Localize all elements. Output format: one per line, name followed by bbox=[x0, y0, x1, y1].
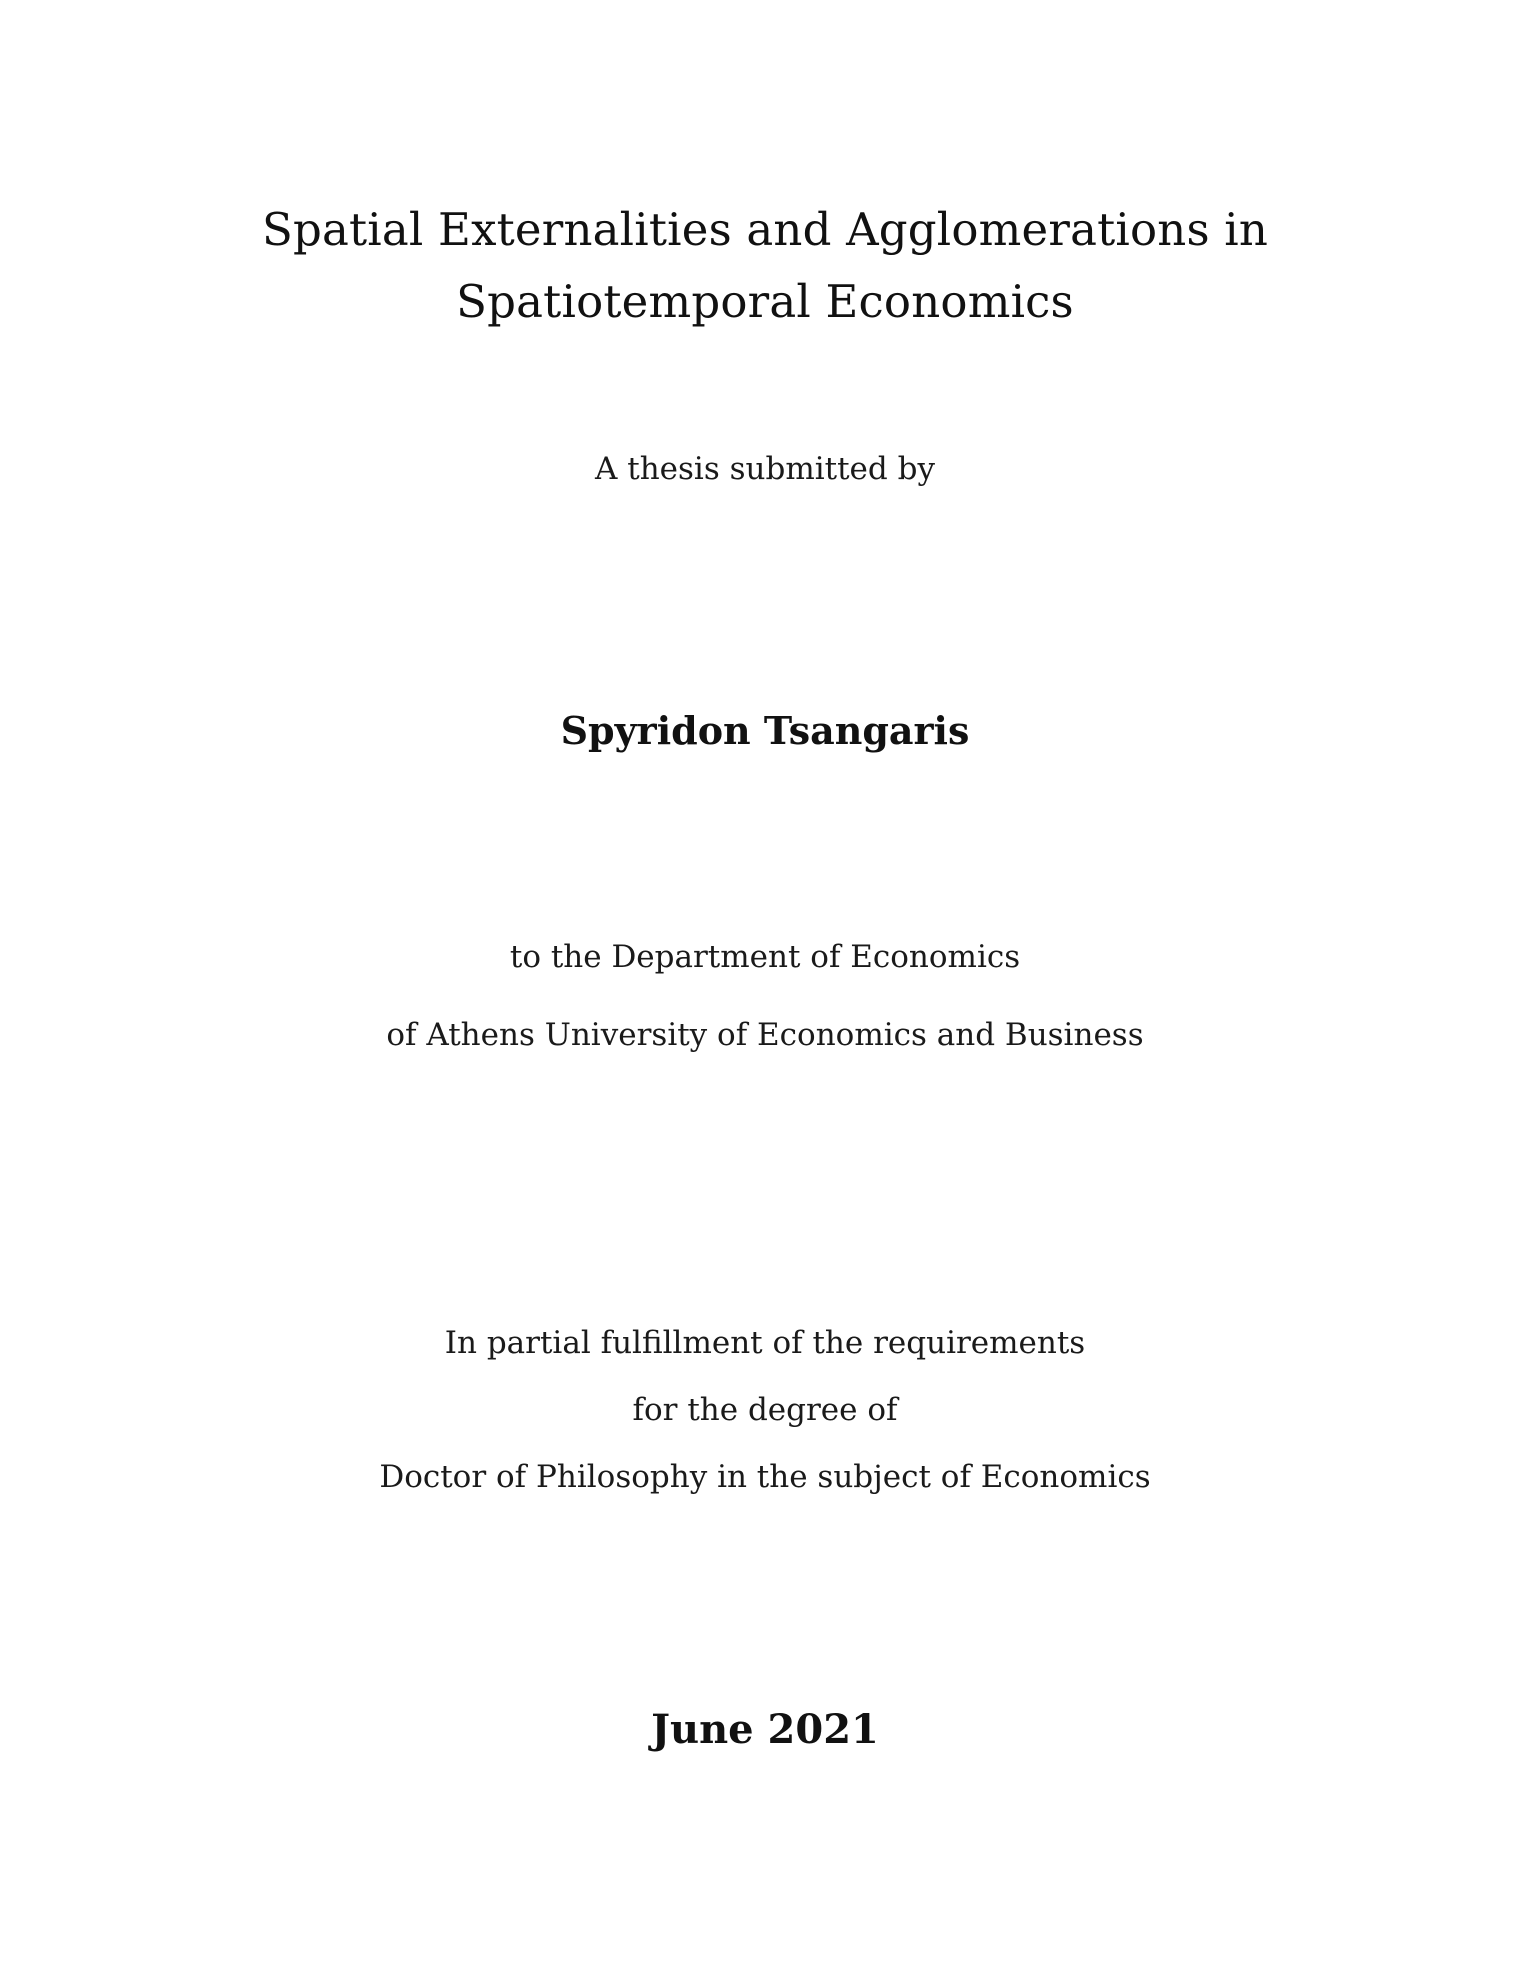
requirements-line-3: Doctor of Philosophy in the subject of Economics bbox=[379, 1459, 1151, 1495]
thesis-title-line-2: Spatiotemporal Economics bbox=[456, 275, 1074, 328]
author-name-text: Spyridon Tsangaris bbox=[560, 708, 970, 753]
submitted-by-statement bbox=[0, 449, 1530, 489]
department-line-2: of Athens University of Economics and Business bbox=[386, 1017, 1144, 1053]
department-line-1: to the Department of Economics bbox=[509, 939, 1021, 975]
author-name bbox=[0, 705, 1530, 757]
submission-date bbox=[0, 1704, 1530, 1756]
degree-requirements-statement bbox=[0, 1310, 1530, 1511]
thesis-title-line-1: Spatial Externalities and Agglomerations in bbox=[261, 203, 1269, 256]
requirements-line-1: In partial fulfillment of the requirements bbox=[444, 1325, 1086, 1361]
requirements-line-2: for the degree of bbox=[632, 1392, 898, 1428]
submission-date-text: June 2021 bbox=[651, 1706, 879, 1753]
department-statement bbox=[0, 918, 1530, 1074]
submitted-by-text: A thesis submitted by bbox=[595, 451, 935, 487]
thesis-title bbox=[0, 194, 1530, 338]
